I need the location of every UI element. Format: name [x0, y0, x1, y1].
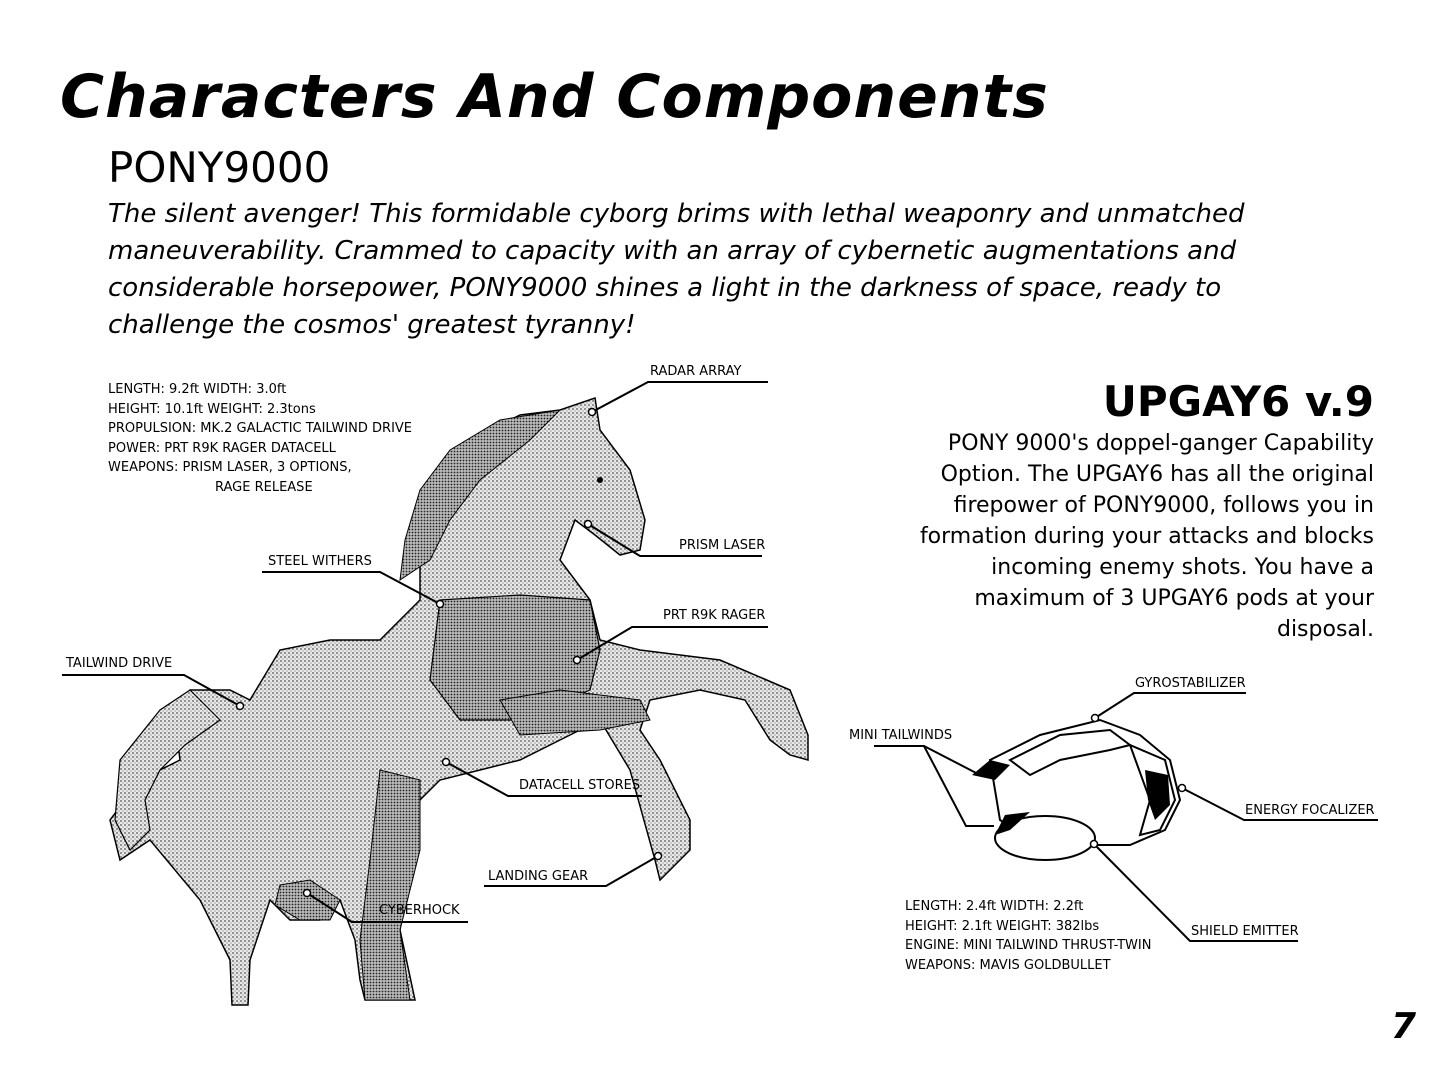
callout-prism-laser: PRISM LASER [679, 538, 766, 553]
upgay6-spec-line: ENGINE: MINI TAILWIND THRUST-TWIN [905, 938, 1152, 954]
upgay6-spec-line: WEAPONS: MAVIS GOLDBULLET [905, 957, 1111, 973]
upgay6-heading: UPGAY6 v.9 [1102, 377, 1374, 426]
pony9000-spec-line: POWER: PRT R9K RAGER DATACELL [108, 440, 336, 456]
callout-shield-emitter: SHIELD EMITTER [1191, 924, 1299, 939]
callout-energy-focalizer: ENERGY FOCALIZER [1245, 803, 1375, 818]
page-number: 7 [1390, 1006, 1416, 1047]
pony9000-spec-line: HEIGHT: 10.1ft WEIGHT: 2.3tons [108, 401, 316, 417]
pony9000-spec-line: PROPULSION: MK.2 GALACTIC TAILWIND DRIVE [108, 421, 413, 437]
upgay6-specs [905, 897, 1151, 975]
callout-cyberhock: CYBERHOCK [379, 903, 460, 918]
callout-mini-tailwinds: MINI TAILWINDS [849, 728, 953, 743]
callout-landing-gear: LANDING GEAR [488, 869, 589, 884]
callout-gyrostabilizer: GYROSTABILIZER [1135, 676, 1246, 691]
page-title: Characters And Components [60, 62, 1049, 132]
upgay6-illustration [972, 720, 1180, 860]
pony9000-specs [108, 380, 412, 498]
upgay6-description: PONY 9000's doppel-ganger Capability Option. The UPGAY6 has all the original firepower of PONY9000, follows you in formation during your attacks and blocks incoming enemy shots. You have a maximum of 3 UPGAY6 pods at your disposal. [919, 431, 1374, 642]
pony9000-spec-line: RAGE RELEASE [215, 479, 313, 495]
pony9000-spec-line: WEAPONS: PRISM LASER, 3 OPTIONS, [108, 460, 352, 476]
callout-steel-withers: STEEL WITHERS [268, 554, 372, 569]
callout-datacell-stores: DATACELL STORES [519, 778, 641, 793]
callout-radar-array: RADAR ARRAY [650, 364, 742, 379]
callout-prt-r9k-rager: PRT R9K RAGER [663, 608, 766, 623]
pony9000-heading: PONY9000 [108, 143, 331, 192]
pony9000-spec-line: LENGTH: 9.2ft WIDTH: 3.0ft [108, 382, 287, 397]
upgay6-spec-line: HEIGHT: 2.1ft WEIGHT: 382lbs [905, 918, 1100, 934]
pony9000-description: The silent avenger! This formidable cyborg brims with lethal weaponry and unmatched maneuverability. Crammed to capacity with an array of cybernetic augmentations and considerable horsepower, PONY9000 shines a light in the darkness of space, ready to challenge the cosmos' greatest tyranny! [108, 199, 1245, 340]
callout-tailwind-drive: TAILWIND DRIVE [66, 656, 173, 671]
upgay6-spec-line: LENGTH: 2.4ft WIDTH: 2.2ft [905, 899, 1084, 914]
